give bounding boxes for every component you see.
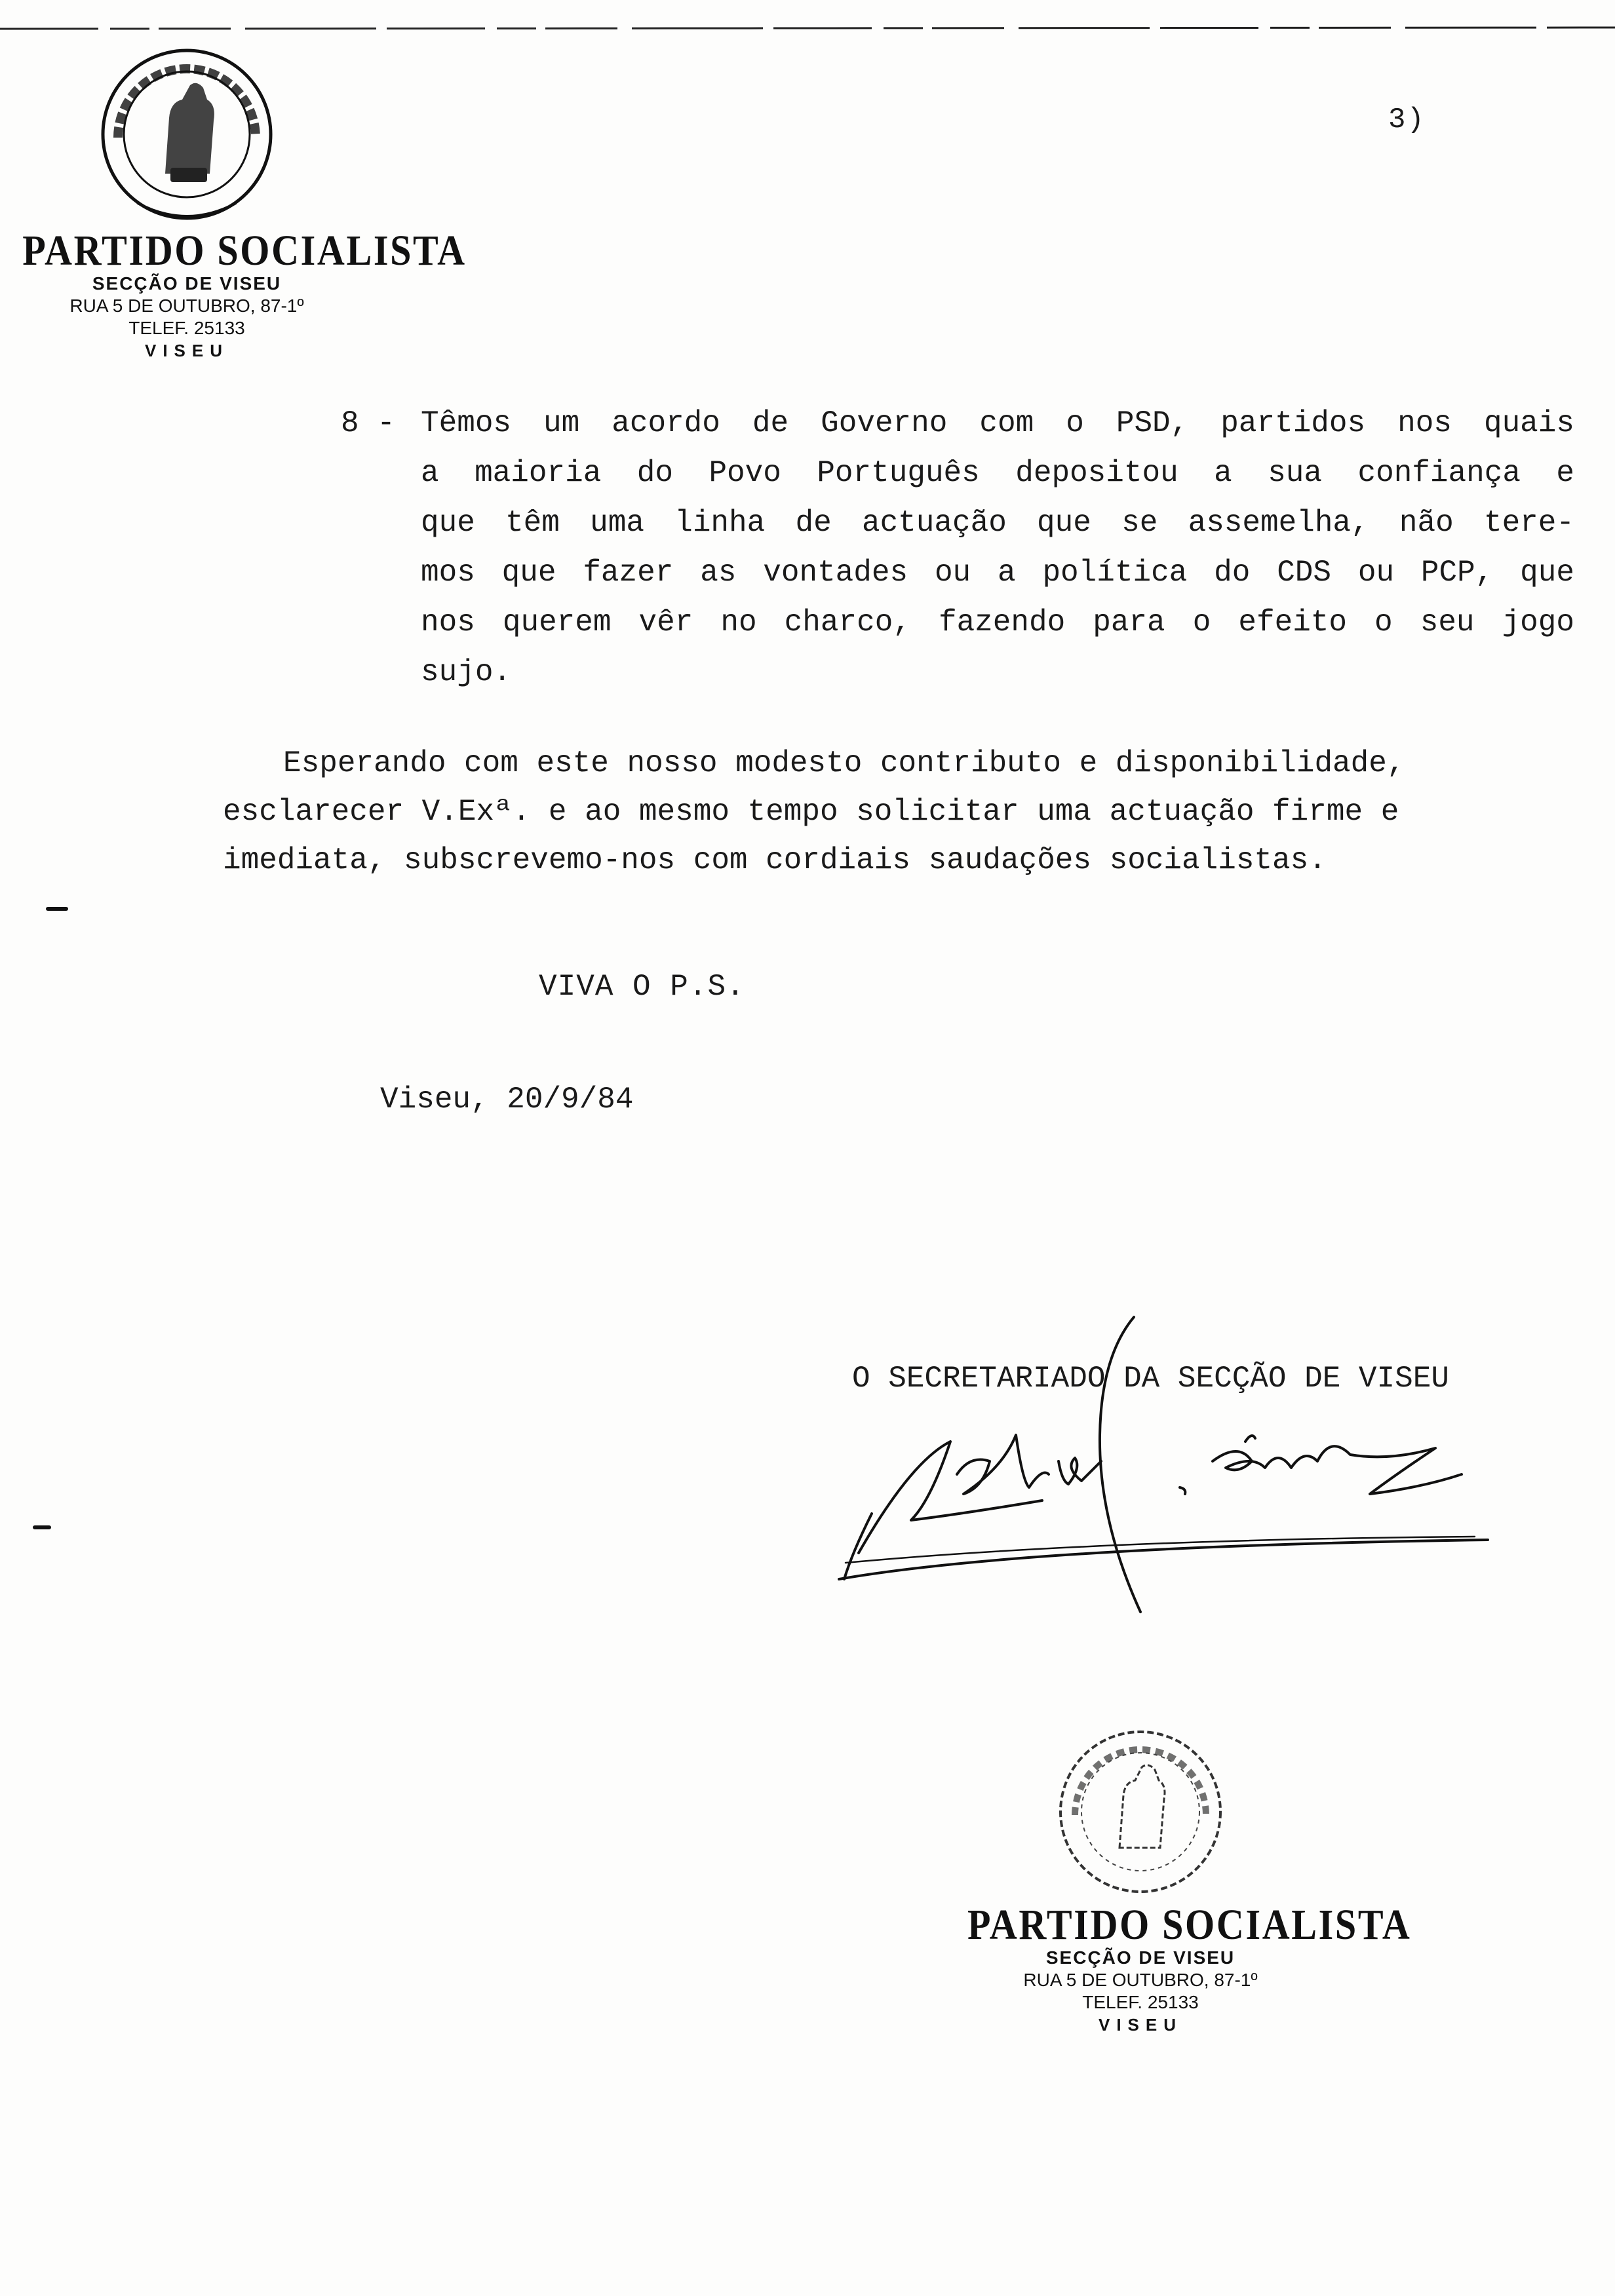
page-number: 3) — [1388, 104, 1426, 136]
item-line: nos querem vêr no charco, fazendo para o efeito o seu jogo — [421, 605, 1574, 640]
stamp-address: RUA 5 DE OUTUBRO, 87-1º — [69, 296, 304, 316]
stamp-party-name: PARTIDO SOCIALISTA — [967, 1901, 1412, 1949]
viva-slogan: VIVA O P.S. — [539, 970, 745, 1004]
stamp-phone: TELEF. 25133 — [1082, 1992, 1199, 2012]
stamp-address: RUA 5 DE OUTUBRO, 87-1º — [1023, 1970, 1258, 1990]
closing-line: imediata, subscrevemo-nos com cordiais saudações socialistas. — [223, 843, 1327, 877]
party-stamp-top — [0, 39, 467, 362]
stamp-phone: TELEF. 25133 — [128, 318, 245, 338]
item-line: Têmos um acordo de Governo com o PSD, partidos nos quais — [421, 406, 1574, 440]
closing-line: esclarecer V.Exª. e ao mesmo tempo solicitar uma actuação firme e — [223, 795, 1399, 829]
stamp-section: SECÇÃO DE VISEU — [1045, 1947, 1236, 1968]
item-line: sujo. — [421, 655, 512, 689]
stamp-party-name: PARTIDO SOCIALISTA — [22, 227, 467, 275]
stamp-city: VISEU — [144, 341, 229, 360]
stamp-section: SECÇÃO DE VISEU — [92, 273, 282, 294]
party-stamp-bottom — [944, 1720, 1412, 2036]
closing-paragraph — [223, 739, 1501, 885]
party-seal-icon — [1049, 1720, 1232, 1904]
item-line: que têm uma linha de actuação que se assemelha, não tere- — [421, 506, 1574, 540]
place-date: Viseu, 20/9/84 — [380, 1082, 634, 1117]
handwritten-signature — [832, 1304, 1501, 1618]
stamp-city: VISEU — [1098, 2015, 1183, 2035]
margin-mark — [46, 907, 68, 911]
signatory-title: O SECRETARIADO DA SECÇÃO DE VISEU — [852, 1362, 1449, 1396]
item-line: mos que fazer as vontades ou a política do CDS ou PCP, que — [421, 556, 1574, 590]
item-line: a maioria do Povo Português depositou a sua confiança e — [421, 456, 1574, 490]
top-dashed-rule — [0, 26, 1615, 31]
closing-line: Esperando com este nosso modesto contributo e disponibilidade, — [283, 746, 1405, 780]
item-number: 8 - — [341, 406, 395, 440]
party-seal-icon — [92, 39, 282, 229]
margin-mark — [33, 1525, 51, 1529]
